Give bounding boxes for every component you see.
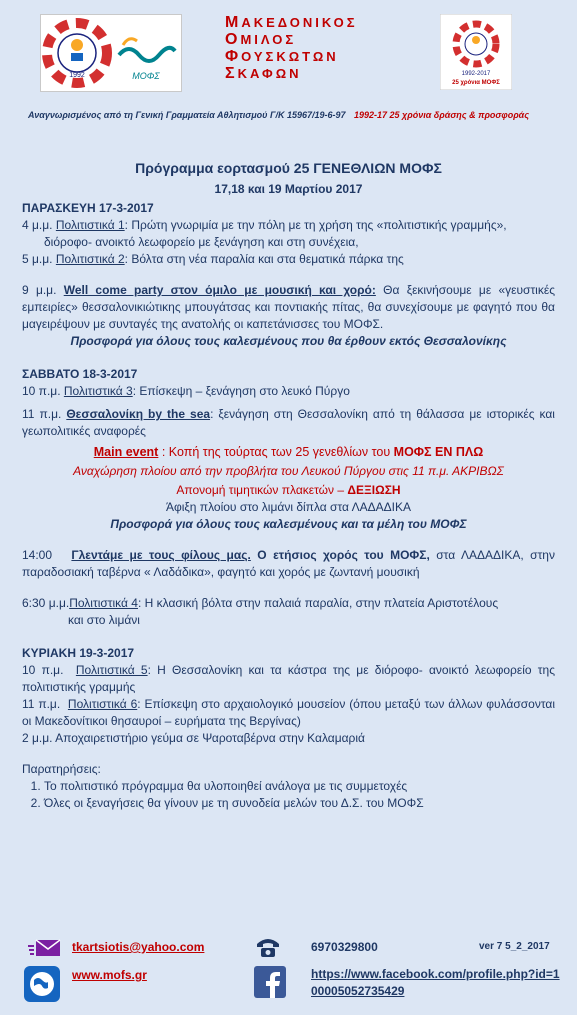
recognition-text: Αναγνωρισμένος από τη Γενική Γραμματεία Αθλητισμού Γ/Κ 15967/19-6-97 bbox=[28, 110, 346, 120]
saturday-offer: Προσφορά για όλους τους καλεσμένους και τα μέλη του ΜΟΦΣ bbox=[110, 517, 467, 531]
sunday-heading: ΚΥΡΙΑΚΗ 19-3-2017 bbox=[22, 646, 135, 660]
anniversary-text: 1992-17 25 χρόνια δράσης & προσφοράς bbox=[354, 110, 530, 120]
program-title: Πρόγραμμα εορτασμού 25 ΓΕΝΕΘΛΙΩΝ ΜΟΦΣ bbox=[135, 160, 442, 176]
facebook-icon[interactable] bbox=[254, 966, 286, 1001]
org-name bbox=[225, 14, 358, 82]
friday-item-3: 9 μ.μ. Well come party στον όμιλο με μουσική και χορό: Θα ξεκινήσουμε με «γευστικές εμπειρίες» θεσσαλονικιώτικης μπουγάτσας και ποντιακής πίτας, θα συνεχίσουμε με φαγητό που θα μαγειρέψουν με συνταγές της ανατολής οι καπετάνισσες του ΜΟΦΣ. bbox=[22, 283, 555, 331]
subheader bbox=[28, 110, 568, 120]
saturday-heading: ΣΑΒΒΑΤΟ 18-3-2017 bbox=[22, 367, 138, 381]
facebook-link-line-1[interactable]: https://www.facebook.com/profile.php?id=1 bbox=[311, 967, 560, 981]
notes-heading: Παρατηρήσεις: bbox=[22, 762, 101, 776]
note-item: 1. Το πολιτιστικό πρόγραμμα θα υλοποιηθεί ανάλογα με τις συμμετοχές bbox=[44, 778, 555, 795]
friday-item-1-cont: διόροφο- ανοικτό λεωφορείο με ξενάγηση και στη συνέχεια, bbox=[44, 235, 359, 249]
phone-number: 6970329800 bbox=[311, 940, 378, 954]
anniversary-years: 1992-2017 bbox=[461, 71, 491, 77]
version-label: ver 7 5_2_2017 bbox=[479, 941, 550, 952]
sunday-item-2: 11 π.μ. Πολιτιστικά 6: Επίσκεψη στο αρχαιολογικό μουσείον (όπου μεταξύ των άλλων φυλάσσονται οι Μακεδονίτικοι θησαυροί – ευρήματα της Βεργίνας) bbox=[22, 697, 556, 728]
note-item: 2. Όλες οι ξεναγήσεις θα γίνουν με τη συνοδεία μελών του Δ.Σ. του ΜΟΦΣ bbox=[44, 795, 555, 812]
footer bbox=[0, 930, 577, 1015]
saturday-item-2: 11 π.μ. Θεσσαλονίκη by the sea: ξενάγηση στη Θεσσαλονίκη από τη θάλασσα με ιστορικές και γεωπολιτικές αναφορές bbox=[22, 407, 555, 438]
anniversary-logo bbox=[440, 14, 512, 90]
anniversary-caption: 25 χρόνια ΜΟΦΣ bbox=[452, 80, 500, 86]
saturday-item-4: 6:30 μ.μ.Πολιτιστικά 4: Η κλασική βόλτα στην παλαιά παραλία, στην πλατεία Αριστοτέλους bbox=[22, 596, 499, 610]
plaques: Απονομή τιμητικών πλακετών – ΔΕΞΙΩΣΗ bbox=[176, 483, 401, 497]
mofs-logo bbox=[40, 14, 182, 92]
org-line-2: ΟΜΙΛΟΣ bbox=[225, 31, 297, 48]
friday-item-1: 4 μ.μ. Πολιτιστικά 1: Πρώτη γνωριμία με την πόλη με τη χρήση της «πολιτιστικής γραμμής», bbox=[22, 218, 507, 232]
email-link[interactable]: tkartsiotis@yahoo.com bbox=[72, 940, 205, 954]
globe-icon bbox=[24, 966, 60, 1005]
email-icon bbox=[28, 936, 64, 963]
logo-text: ΜΟΦΣ bbox=[132, 71, 160, 81]
org-line-4: ΣΚΑΦΩΝ bbox=[225, 65, 302, 82]
saturday-item-1: 10 π.μ. Πολιτιστικά 3: Επίσκεψη – ξενάγηση στο λευκό Πύργο bbox=[22, 384, 350, 398]
sunday-item-1: 10 π.μ. Πολιτιστικά 5: Η Θεσσαλονίκη και τα κάστρα της με διόροφο- ανοικτό λεωφορείο της πολιτιστικής γραμμής bbox=[22, 663, 555, 694]
friday-offer: Προσφορά για όλους τους καλεσμένους που θα έρθουν εκτός Θεσσαλονίκης bbox=[70, 334, 507, 348]
program-content bbox=[22, 160, 555, 812]
saturday-item-4-cont: και στο λιμάνι bbox=[68, 613, 140, 627]
sunday-item-3: 2 μ.μ. Αποχαιρετιστήριο γεύμα σε Ψαροταβέρνα στην Καλαμαριά bbox=[22, 731, 365, 745]
org-line-1: ΜΑΚΕΔΟΝΙΚΟΣ bbox=[225, 14, 358, 31]
notes-list bbox=[22, 778, 555, 812]
friday-heading: ΠΑΡΑΣΚΕΥΗ 17-3-2017 bbox=[22, 201, 154, 215]
org-line-3: ΦΟΥΣΚΩΤΩΝ bbox=[225, 48, 339, 65]
friday-item-2: 5 μ.μ. Πολιτιστικά 2: Βόλτα στη νέα παραλία και στα θεματικά πάρκα της bbox=[22, 252, 404, 266]
phone-icon bbox=[255, 936, 281, 961]
arrival: Άφιξη πλοίου στο λιμάνι δίπλα στα ΛΑΔΑΔΙΚΑ bbox=[165, 500, 412, 514]
logo-year: 1992 bbox=[69, 72, 85, 79]
main-event: Main event : Κοπή της τούρτας των 25 γενεθλίων του ΜΟΦΣ ΕΝ ΠΛΩ bbox=[93, 445, 484, 459]
header bbox=[0, 0, 577, 100]
departure: Αναχώρηση πλοίου από την προβλήτα του Λευκού Πύργου στις 11 π.μ. ΑΚΡΙΒΩΣ bbox=[73, 464, 504, 478]
program-dates: 17,18 και 19 Μαρτίου 2017 bbox=[214, 182, 363, 196]
website-link[interactable]: www.mofs.gr bbox=[72, 968, 147, 982]
facebook-link-line-2[interactable]: 00005052735429 bbox=[311, 984, 405, 998]
saturday-item-3: 14:00 Γλεντάμε με τους φίλους μας. Ο ετήσιος χορός του ΜΟΦΣ, στα ΛΑΔΑΔΙΚΑ, στην παραδοσιακή ταβέρνα « Λαδάδικα», φαγητό και χορός με ζωντανή μουσική bbox=[22, 548, 555, 579]
